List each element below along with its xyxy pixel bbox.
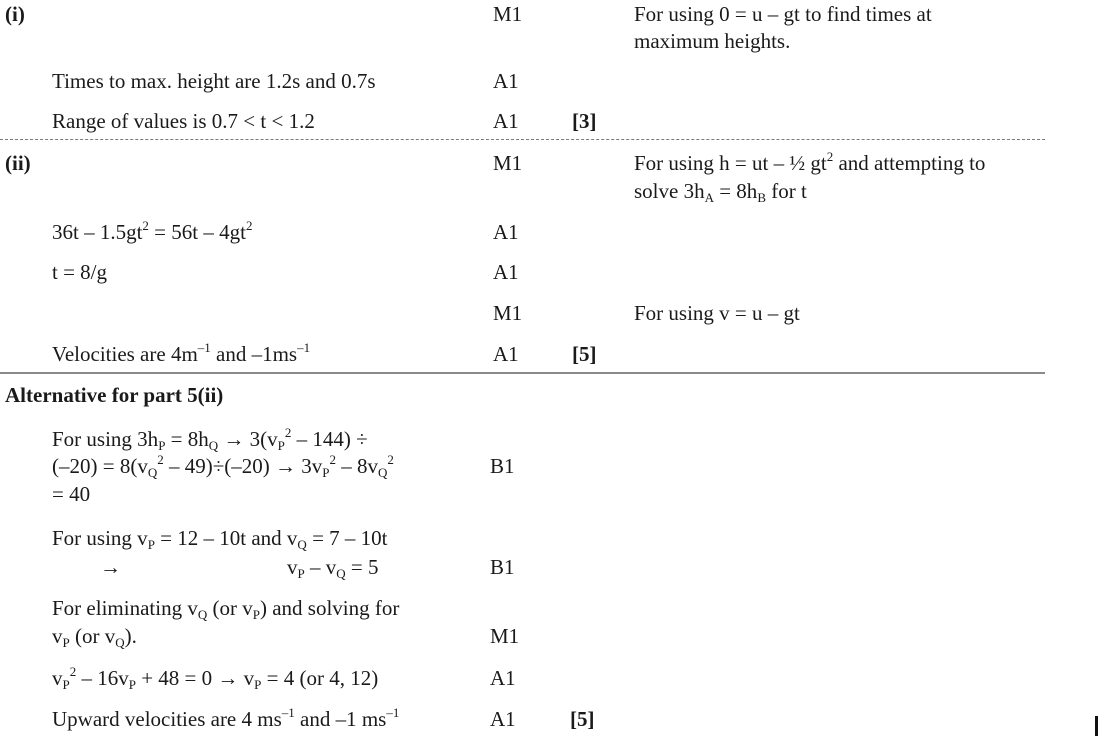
text-cursor (1095, 716, 1098, 736)
working-text: Range of values is 0.7 < t < 1.2 (52, 109, 315, 133)
alt-working-line: $(-20) = 8(v_Q^2 - 49)\div(-20) \to 3v_P^2 - 8v_Q^2$ (52, 452, 394, 480)
comment-text: maximum heights. (634, 29, 791, 53)
mark-a1: A1 (490, 707, 516, 731)
mark-a1: A1 (493, 260, 519, 284)
working-text: Times to max. height are 1.2s and 0.7s (52, 69, 376, 93)
total-marks: [5] (570, 707, 595, 731)
mark-a1: A1 (493, 220, 519, 244)
alt-working-line: $v_P - v_Q = 5$ (287, 555, 379, 581)
alternative-heading: Alternative for part 5(ii) (5, 383, 224, 407)
alt-working-line: For using $3h_P = 8h_Q \to 3(v_P^2 - 144)$ ÷ (52, 425, 368, 453)
comment-text: For using 0 = u – gt to find times at (634, 2, 932, 26)
mark-b1: B1 (490, 555, 515, 579)
comment-text: For using h = ut – ½ $gt^2$ and attempting to (634, 149, 986, 175)
dashed-divider (0, 139, 1045, 140)
comment-text: For using v = u – gt (634, 301, 800, 325)
mark-m1: M1 (493, 151, 523, 175)
total-marks: [5] (572, 342, 597, 366)
alt-working-line: = 40 (52, 482, 91, 506)
mark-a1: A1 (493, 109, 519, 133)
arrow-icon: → (100, 555, 121, 579)
mark-b1: B1 (490, 454, 515, 478)
mark-a1: A1 (493, 342, 519, 366)
part-i-label: (i) (5, 2, 25, 26)
alt-working-line: $v_P^2 - 16v_P + 48 = 0 \to v_P = 4$ (or 4, 12) (52, 664, 379, 692)
part-ii-label: (ii) (5, 151, 31, 175)
alt-working-line: For eliminating $v_Q$ (or $v_P$) and solving for (52, 596, 400, 622)
section-divider (0, 372, 1045, 374)
comment-text: solve $3h_A = 8h_B$ for t (634, 179, 807, 205)
mark-m1: M1 (490, 624, 520, 648)
mark-a1: A1 (493, 69, 519, 93)
mark-m1: M1 (493, 2, 523, 26)
working-text: Velocities are $4m^{-1}$ and $-1ms^{-1}$ (52, 340, 311, 366)
alt-working-line: $v_P$ (or $v_Q$). (52, 624, 137, 650)
working-equation: $36t - 1.5gt^2 = 56t - 4gt^2$ (52, 218, 253, 244)
mark-a1: A1 (490, 666, 516, 690)
total-marks: [3] (572, 109, 597, 133)
working-text: t = 8/g (52, 260, 108, 284)
mark-m1: M1 (493, 301, 523, 325)
alt-working-line: Upward velocities are 4 $ms^{-1}$ and –1 $ms^{-1}$ (52, 705, 400, 731)
alt-working-line: For using $v_P = 12 - 10t$ and $v_Q = 7 - 10t$ (52, 526, 388, 552)
